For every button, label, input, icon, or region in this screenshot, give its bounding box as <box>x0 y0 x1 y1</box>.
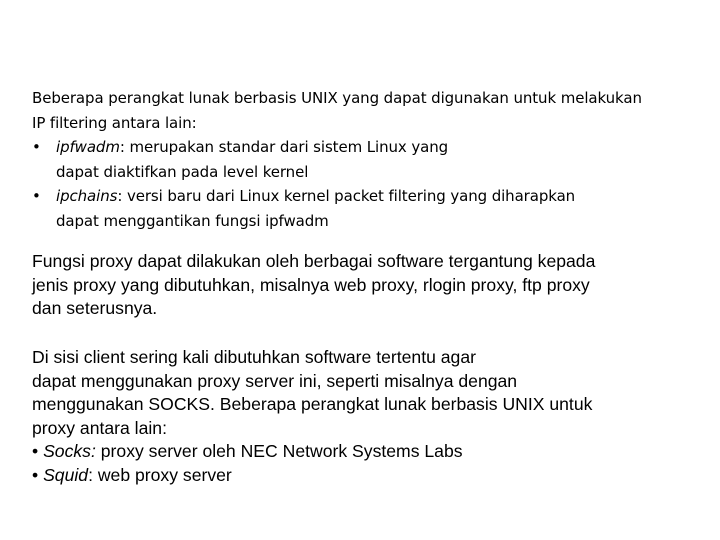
desc-ipchains-line-2: dapat menggantikan fungsi ipfwadm <box>56 211 329 230</box>
ip-filtering-intro-line-1: Beberapa perangkat lunak berbasis UNIX yang dapat digunakan untuk melakukan <box>32 89 642 107</box>
list-item-ipfwadm <box>32 135 702 184</box>
term-squid: Squid <box>43 464 89 485</box>
desc-squid: : web proxy server <box>88 464 232 485</box>
proxy-line-3: dan seterusnya. <box>32 298 158 318</box>
proxy-line-1: Fungsi proxy dapat dilakukan oleh berbagai software tergantung kepada <box>32 251 596 271</box>
desc-ipfwadm-line-1: : merupakan standar dari sistem Linux yang <box>119 138 449 156</box>
client-proxy-section <box>32 346 702 487</box>
desc-socks: proxy server oleh NEC Network Systems Labs <box>95 441 463 461</box>
list-item-squid <box>32 464 702 488</box>
proxy-line-2: jenis proxy yang dibutuhkan, misalnya web proxy, rlogin proxy, ftp proxy <box>32 274 590 295</box>
client-line-3: menggunakan SOCKS. Beberapa perangkat lunak berbasis UNIX untuk <box>32 394 593 414</box>
proxy-section <box>32 250 702 321</box>
list-item-ipfwadm-first-line <box>32 135 702 160</box>
term-ipfwadm: ipfwadm <box>56 138 120 156</box>
bullet-icon: • <box>32 138 41 156</box>
bullet-icon: • <box>32 187 41 205</box>
term-socks: Socks: <box>43 441 96 461</box>
list-item-ipchains-first-line <box>32 184 702 209</box>
list-item-ipchains <box>32 184 702 233</box>
client-line-2: dapat menggunakan proxy server ini, seperti misalnya dengan <box>32 370 518 391</box>
bullet-icon: • <box>32 464 39 485</box>
ip-filtering-section <box>32 86 702 233</box>
desc-ipchains-line-1: : versi baru dari Linux kernel packet filtering yang diharapkan <box>117 187 576 205</box>
desc-ipfwadm-line-2: dapat diaktifkan pada level kernel <box>56 162 309 181</box>
client-line-4: proxy antara lain: <box>32 417 167 438</box>
bullet-icon: • <box>32 441 39 461</box>
term-ipchains: ipchains <box>56 187 118 205</box>
ip-filtering-intro-line-2: IP filtering antara lain: <box>32 113 197 132</box>
client-line-1: Di sisi client sering kali dibutuhkan software tertentu agar <box>32 347 476 367</box>
list-item-socks <box>32 440 702 464</box>
